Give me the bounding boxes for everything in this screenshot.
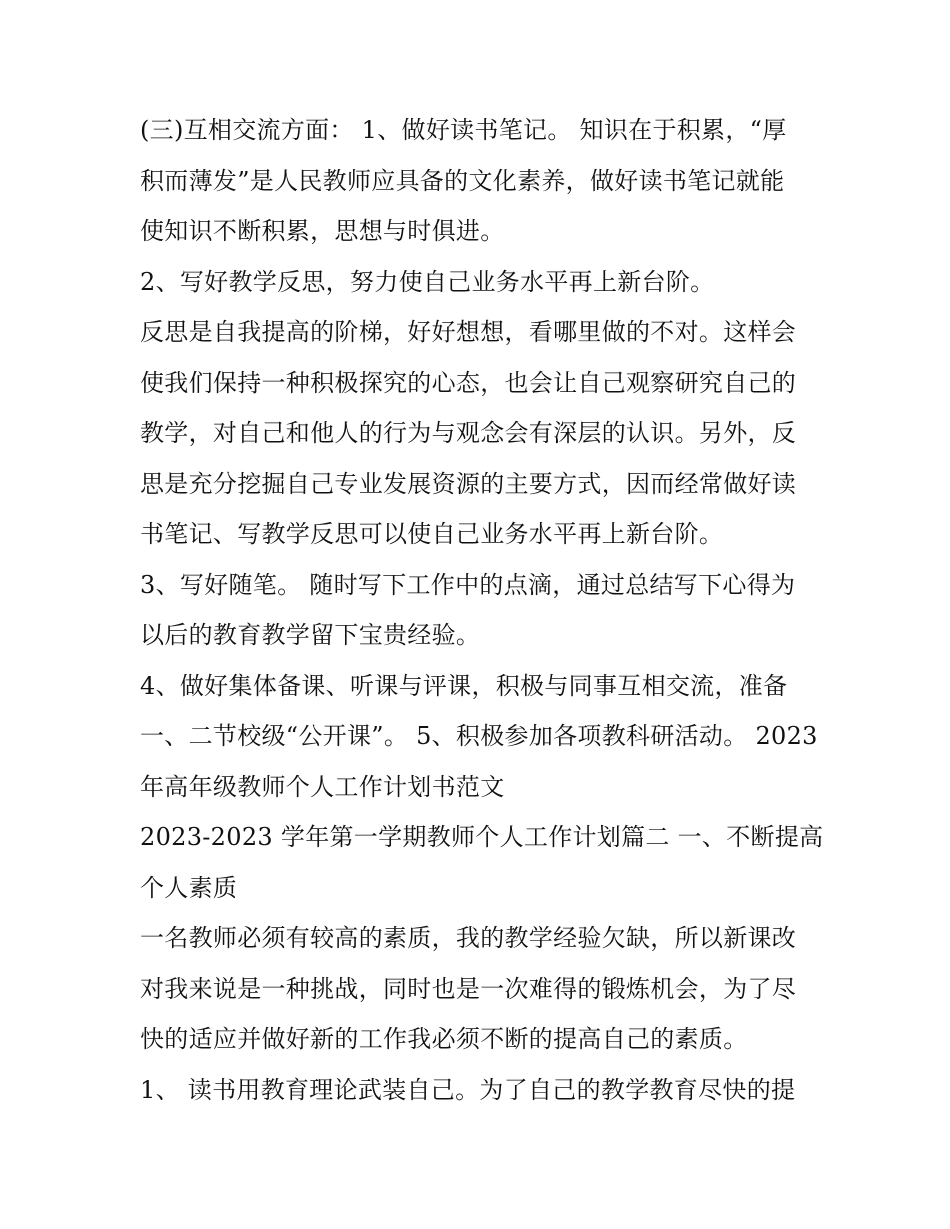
text-line: 教学，对自己和他人的行为与观念会有深层的认识。另外，反 (140, 419, 797, 447)
text-line: 2023-2023 学年第一学期教师个人工作计划篇二 一、不断提高 (140, 823, 824, 851)
text-line: 年高年级教师个人工作计划书范文 (140, 772, 505, 801)
text-line: (三)互相交流方面： 1、做好读书笔记。 知识在于积累，“厚 (140, 116, 787, 144)
text-line: 对我来说是一种挑战，同时也是一次难得的锻炼机会，为了尽 (140, 974, 797, 1003)
text-line: 个人素质 (140, 873, 238, 902)
text-line: 书笔记、写教学反思可以使自己业务水平再上新台阶。 (140, 520, 724, 548)
text-line: 反思是自我提高的阶梯，好好想想，看哪里做的不对。这样会 (140, 318, 797, 346)
text-line: 1、 读书用教育理论武装自己。为了自己的教学教育尽快的提 (140, 1075, 796, 1104)
text-line: 使我们保持一种积极探究的心态，也会让自己观察研究自己的 (140, 368, 797, 397)
text-line: 3、写好随笔。 随时写下工作中的点滴，通过总结写下心得为 (140, 570, 796, 599)
document-body (140, 109, 824, 1119)
text-line: 2、写好教学反思，努力使自己业务水平再上新台阶。 (140, 267, 715, 296)
text-line: 一、二节校级“公开课”。 5、积极参加各项教科研活动。 2023 (140, 722, 818, 750)
text-line: 思是充分挖掘自己专业发展资源的主要方式，因而经常做好读 (140, 469, 797, 498)
text-line: 快的适应并做好新的工作我必须不断的提高自己的素质。 (140, 1025, 748, 1053)
text-line: 使知识不断积累，思想与时俱进。 (140, 217, 505, 245)
text-line: 4、做好集体备课、听课与评课，积极与同事互相交流，准备 (140, 671, 788, 700)
text-line: 一名教师必须有较高的素质，我的教学经验欠缺，所以新课改 (140, 924, 797, 952)
text-line: 以后的教育教学留下宝贵经验。 (140, 621, 481, 649)
text-line: 积而薄发”是人民教师应具备的文化素养，做好读书笔记就能 (140, 166, 785, 195)
